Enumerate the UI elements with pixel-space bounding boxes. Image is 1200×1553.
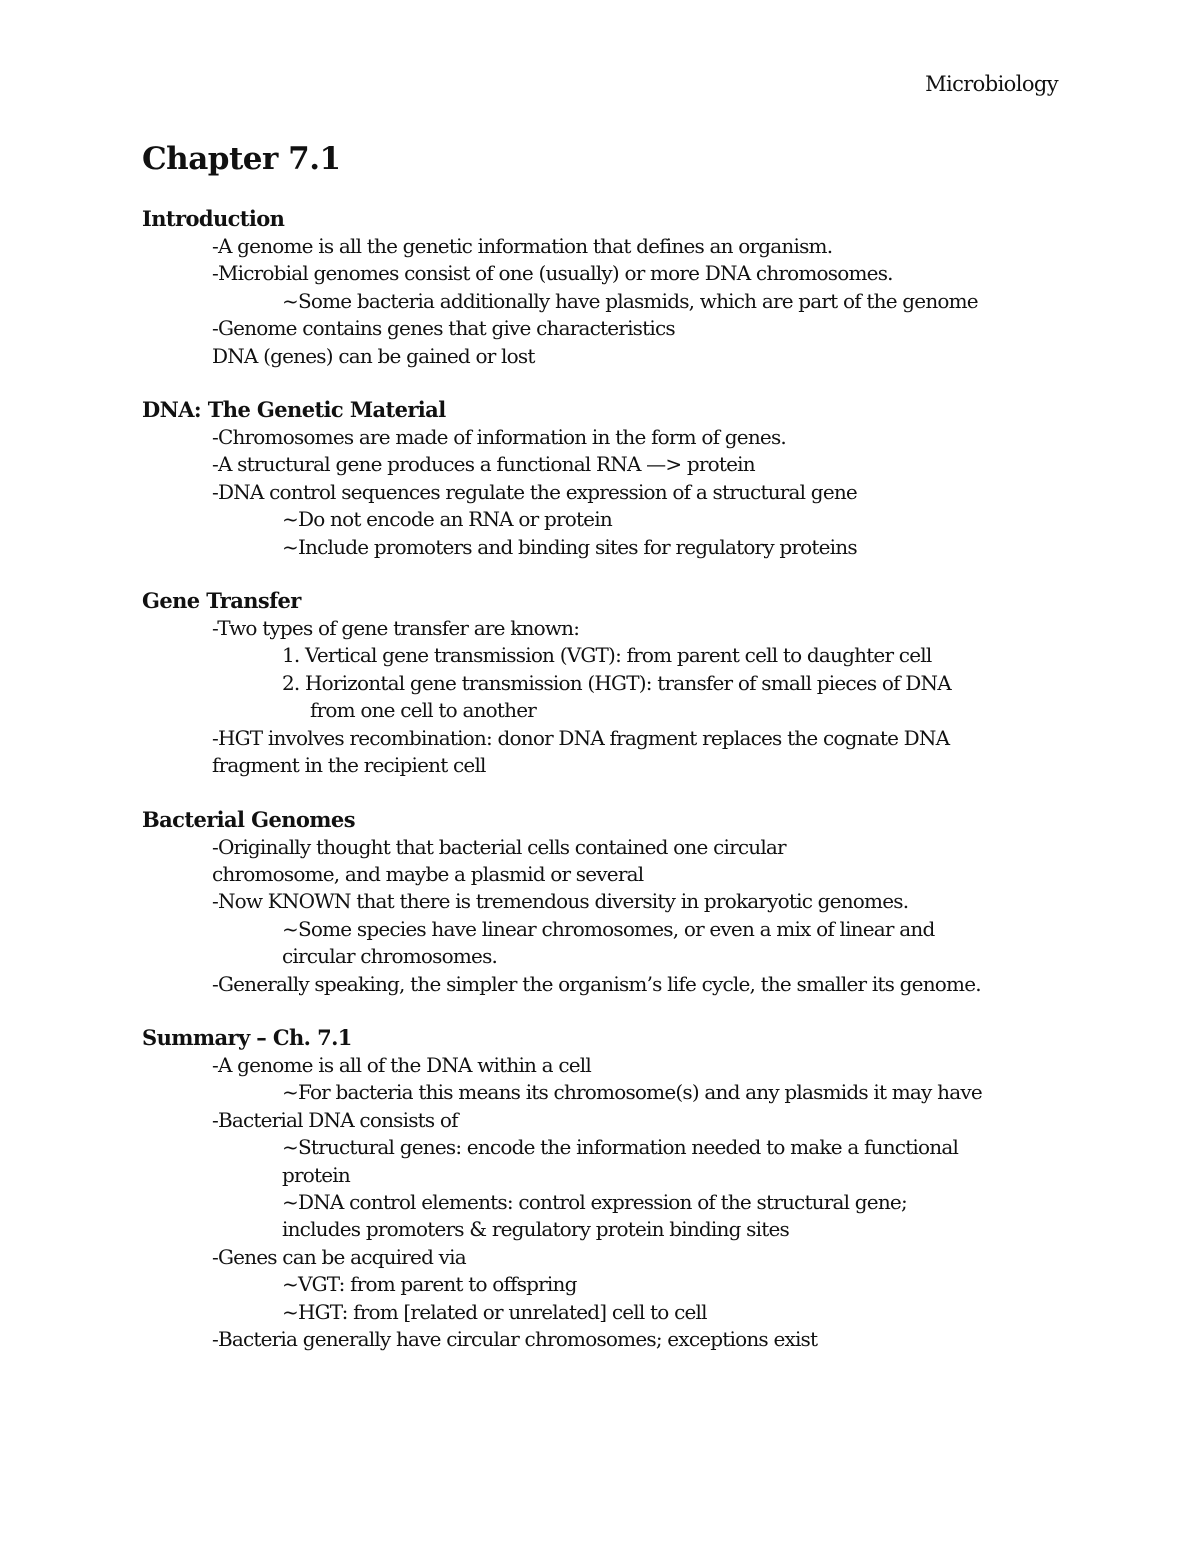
note-line: -Microbial genomes consist of one (usually) or more DNA chromosomes.	[212, 261, 893, 286]
note-line: fragment in the recipient cell	[212, 753, 486, 778]
note-line: -Generally speaking, the simpler the organism’s life cycle, the smaller its genome.	[212, 971, 981, 996]
note-line: ~Include promoters and binding sites for regulatory proteins	[282, 534, 857, 559]
note-line: ~Some bacteria additionally have plasmids, which are part of the genome	[282, 288, 978, 313]
section-heading: DNA: The Genetic Material	[142, 397, 446, 423]
note-line: chromosome, and maybe a plasmid or several	[212, 861, 644, 886]
note-line: -DNA control sequences regulate the expression of a structural gene	[212, 479, 857, 504]
note-line: ~Do not encode an RNA or protein	[282, 507, 612, 532]
note-line: -Two types of gene transfer are known:	[212, 616, 580, 641]
note-line: 2. Horizontal gene transmission (HGT): transfer of small pieces of DNA	[282, 670, 951, 695]
note-line: -Now KNOWN that there is tremendous diversity in prokaryotic genomes.	[212, 889, 909, 914]
note-line: from one cell to another	[310, 698, 537, 723]
note-line: -HGT involves recombination: donor DNA fragment replaces the cognate DNA	[212, 725, 950, 750]
note-line: circular chromosomes.	[282, 944, 498, 969]
note-line: -Originally thought that bacterial cells contained one circular	[212, 834, 786, 859]
note-line: ~Some species have linear chromosomes, or even a mix of linear and	[282, 916, 935, 941]
note-line: ~For bacteria this means its chromosome(s) and any plasmids it may have	[282, 1080, 982, 1105]
note-line: -A genome is all the genetic information that defines an organism.	[212, 234, 833, 258]
note-line: -Genes can be acquired via	[212, 1244, 466, 1269]
note-line: protein	[282, 1162, 350, 1187]
note-line: -Bacterial DNA consists of	[212, 1107, 458, 1132]
note-line: ~DNA control elements: control expression of the structural gene;	[282, 1189, 907, 1214]
page-header: Microbiology	[925, 72, 1058, 96]
note-line: -Chromosomes are made of information in the form of genes.	[212, 425, 786, 450]
chapter-title: Chapter 7.1	[142, 141, 341, 177]
note-line: ~VGT: from parent to offspring	[282, 1272, 577, 1297]
section	[142, 806, 1072, 998]
section	[142, 396, 1072, 561]
section-heading: Introduction	[142, 206, 285, 231]
note-line: -Genome contains genes that give characteristics	[212, 316, 675, 341]
section	[142, 205, 1072, 370]
note-line: 1. Vertical gene transmission (VGT): from parent cell to daughter cell	[282, 643, 932, 668]
note-line: includes promoters & regulatory protein binding sites	[282, 1217, 789, 1242]
note-line: ~HGT: from [related or unrelated] cell to cell	[282, 1299, 707, 1324]
note-line: ~Structural genes: encode the information needed to make a functional	[282, 1135, 959, 1160]
note-line: DNA (genes) can be gained or lost	[212, 343, 535, 368]
section	[142, 1024, 1072, 1353]
note-line: -A structural gene produces a functional RNA —> protein	[212, 452, 755, 477]
section-heading: Summary – Ch. 7.1	[142, 1024, 352, 1050]
section-heading: Gene Transfer	[142, 588, 301, 614]
section-heading: Bacterial Genomes	[142, 806, 355, 832]
note-line: -A genome is all of the DNA within a cell	[212, 1052, 591, 1077]
note-line: -Bacteria generally have circular chromosomes; exceptions exist	[212, 1327, 818, 1351]
notes-content	[142, 205, 1072, 1379]
section	[142, 587, 1072, 779]
